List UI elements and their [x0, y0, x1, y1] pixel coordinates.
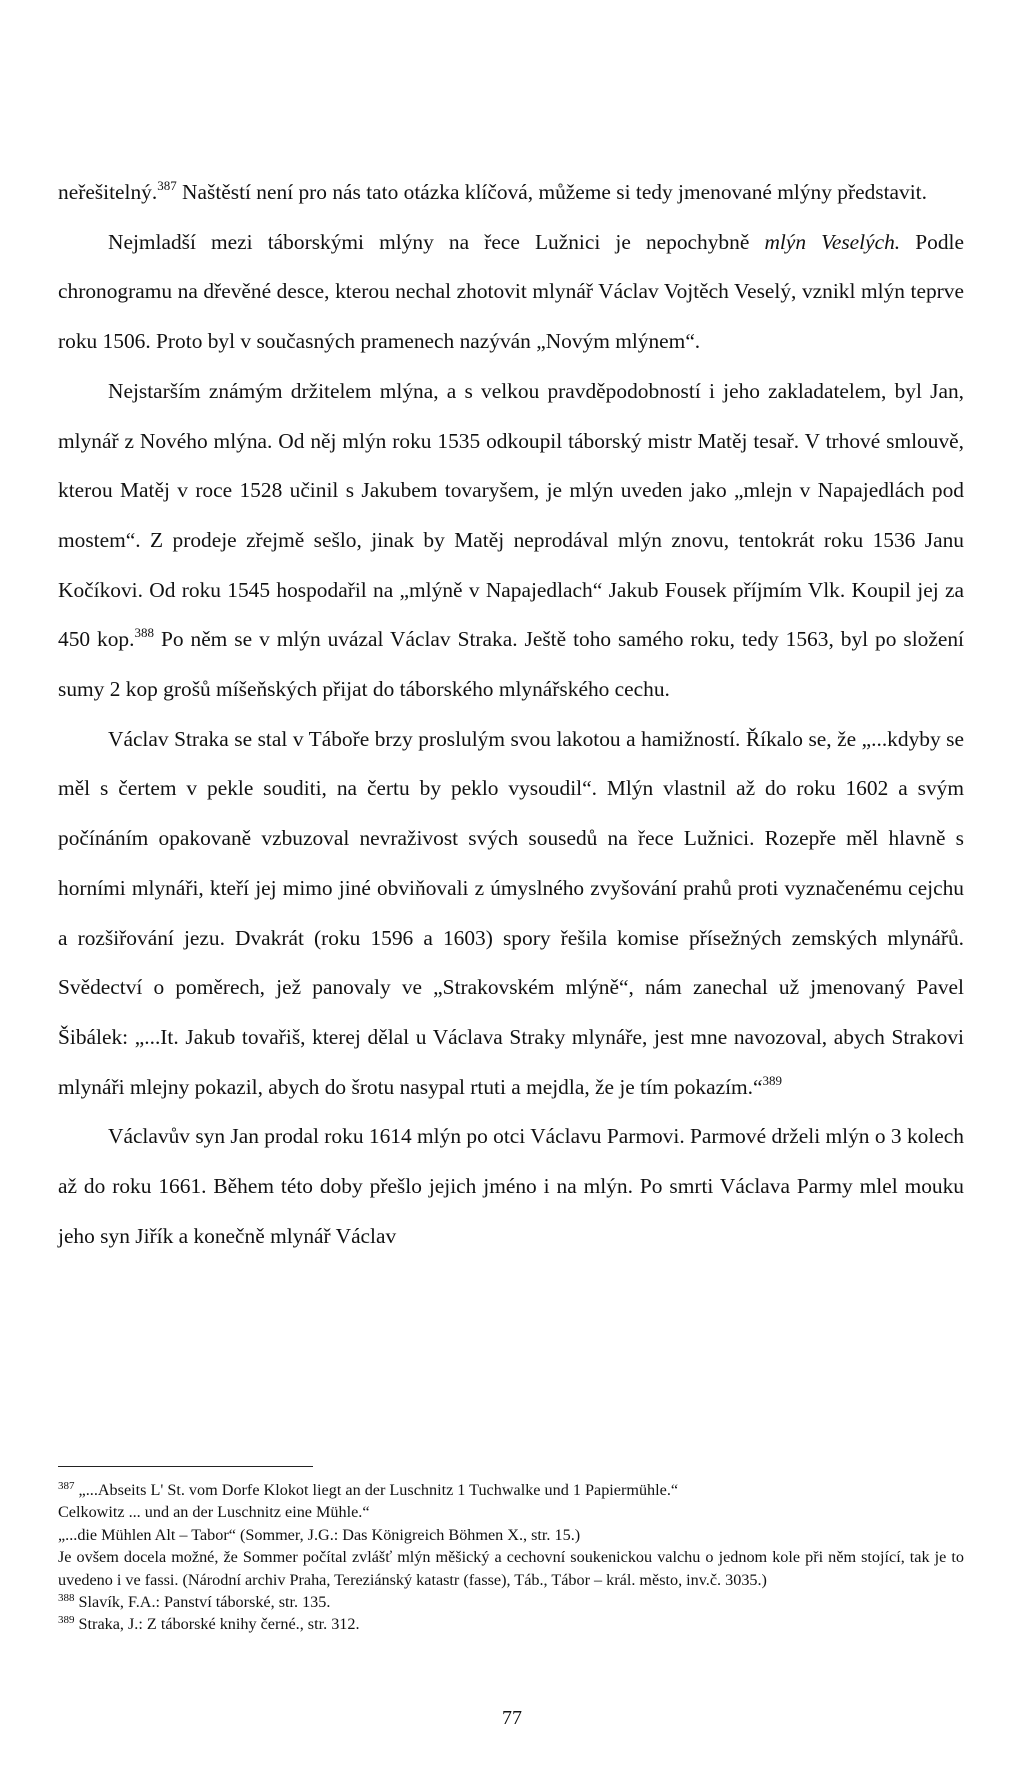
paragraph-text: Nejstarším známým držitelem mlýna, a s velkou pravděpodobností i jeho zakladatelem, byl Jan, mlynář z Nového mlýna. Od něj mlýn roku 1535 odkoupil táborský mistr Matěj tesař. V trhové smlouvě, kterou Matěj v roce 1528 učinil s Jakubem tovaryšem, je mlýn uveden jako „mlejn v Napajedlách pod mostem“. Z prodeje zřejmě sešlo, jinak by Matěj neprodával mlýn znovu, tentokrát roku 1536 Janu Kočíkovi. Od roku 1545 hospodařil na „mlýně v Napajedlach“ Jakub Fousek příjmím Vlk. Koupil jej za 450 kop. [58, 378, 964, 652]
footnote-387-line-2 [58, 1501, 964, 1523]
footnote-ref-389: 389 [762, 1072, 783, 1088]
footnote-text: „...Abseits L' St. vom Dorfe Klokot liegt an der Luschnitz 1 Tuchwalke und 1 Papiermühle.“ [74, 1481, 679, 1499]
paragraph-1 [58, 168, 964, 218]
footnote-number: 387 [58, 1480, 75, 1492]
footnote-number: 389 [58, 1614, 75, 1627]
footnote-text: Straka, J.: Z táborské knihy černé., str. 312. [74, 1615, 360, 1634]
footnotes [58, 1479, 964, 1636]
footnote-ref-388: 388 [134, 625, 154, 641]
paragraph-3 [58, 367, 964, 715]
paragraph-4 [58, 715, 964, 1113]
paragraph-5 [58, 1112, 964, 1261]
paragraph-text: neřešitelný. [58, 180, 158, 204]
footnote-389 [58, 1613, 964, 1635]
footnote-387-line-3 [58, 1524, 964, 1546]
emphasis-mill-name: mlýn Veselých. [764, 229, 901, 254]
footnote-387-line-4 [58, 1546, 964, 1591]
footnote-text: Celkowitz ... und an der Luschnitz eine Mühle.“ [58, 1503, 370, 1522]
paragraph-text: Nejmladší mezi táborskými mlýny na řece Lužnici je nepochybně [108, 229, 765, 254]
paragraph-2 [58, 218, 964, 367]
footnote-388 [58, 1591, 964, 1613]
paragraph-text: Václavův syn Jan prodal roku 1614 mlýn po otci Václavu Parmovi. Parmové drželi mlýn o 3 kolech až do roku 1661. Během této doby přešlo jejich jméno i na mlýn. Po smrti Václava Parmy mlel mouku jeho syn Jiřík a konečně mlynář Václav [58, 1124, 964, 1248]
footnote-separator [58, 1466, 313, 1467]
page-number: 77 [502, 1707, 522, 1729]
footnote-text: Slavík, F.A.: Panství táborské, str. 135. [74, 1593, 331, 1612]
footnote-387 [58, 1479, 964, 1501]
main-text [58, 168, 964, 1261]
paragraph-text: Václav Straka se stal v Táboře brzy proslulým svou lakotou a hamižností. Říkalo se, že „...kdyby se měl s čertem v pekle souditi, na čertu by peklo vysoudil“. Mlýn vlastnil až do roku 1602 a svým počínáním opakovaně vzbuzoval nevraživost svých sousedů na řece Lužnici. Rozepře měl hlavně s horními mlynáři, kteří jej mimo jiné obviňovali z úmyslného zvyšování prahů proti vyznačenému cejchu a rozšiřování jezu. Dvakrát (roku 1596 a 1603) spory řešila komise přísežných zemských mlynářů. Svědectví o poměrech, jež panovaly ve „Strakovském mlýně“, nám zanechal už jmenovaný Pavel Šibálek: „...It. Jakub tovařiš, kterej dělal u Václava Straky mlynáře, jest mne navozoval, abych Strakovi mlynáři mlejny pokazil, abych do šrotu nasypal rtuti a mejdla, že je tím pokazím.“ [58, 726, 964, 1099]
footnote-ref-387: 387 [157, 178, 177, 193]
footnote-number: 388 [58, 1592, 75, 1605]
footnote-text: Je ovšem docela možné, že Sommer počítal zvlášť mlýn měšický a cechovní soukenickou valchu o jednom kole při něm stojící, tak je to uvedeno i ve fassi. (Národní archiv Praha, Tereziánský katastr (fasse), Táb., Tábor – král. město, inv.č. 3035.) [58, 1548, 964, 1589]
footnote-text: „...die Mühlen Alt – Tabor“ (Sommer, J.G.: Das Königreich Böhmen X., str. 15.) [58, 1525, 581, 1544]
paragraph-text: Po něm se v mlýn uvázal Václav Straka. Ještě toho samého roku, tedy 1563, byl po složení sumy 2 kop grošů míšeňských přijat do táborského mlynářského cechu. [58, 627, 964, 702]
paragraph-text: Naštěstí není pro nás tato otázka klíčová, můžeme si tedy jmenované mlýny představit. [176, 180, 927, 204]
paragraph-text: Podle chronogramu na dřevěné desce, kterou nechal zhotovit mlynář Václav Vojtěch Veselý, vznikl mlýn teprve roku 1506. Proto byl v současných pramenech nazýván „Novým mlýnem“. [58, 229, 964, 354]
